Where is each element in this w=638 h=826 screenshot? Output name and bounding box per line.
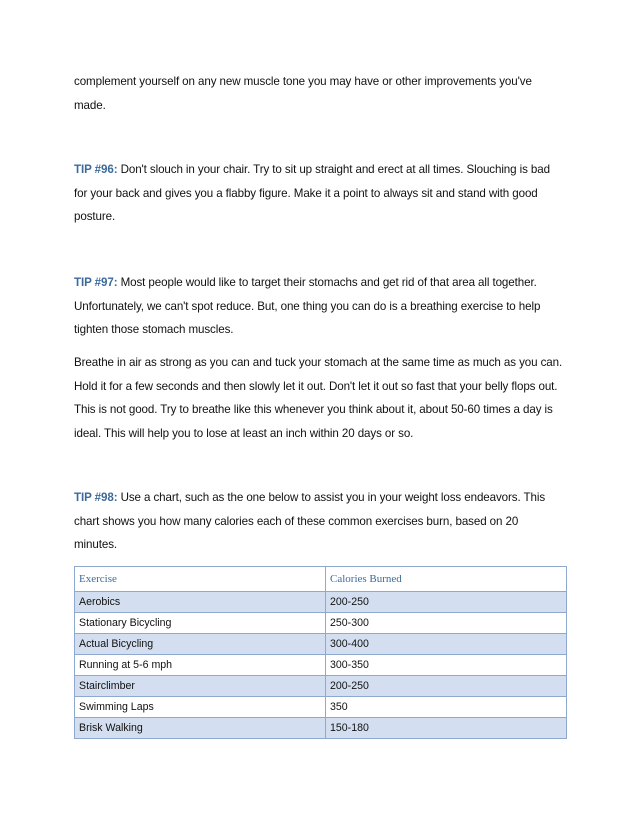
tip-97-label: TIP #97: <box>74 276 118 289</box>
table-cell-calories: 250-300 <box>326 613 567 634</box>
table-cell-calories: 300-350 <box>326 655 567 676</box>
tip-96-paragraph <box>74 158 564 229</box>
table-cell-calories: 350 <box>326 697 567 718</box>
tip-98-text: Use a chart, such as the one below to assist you in your weight loss endeavors. This chart shows you how many calories each of these common exercises burn, based on 20 minutes. <box>74 491 546 551</box>
table-header-row <box>75 567 567 592</box>
table-row <box>75 592 567 613</box>
table-cell-exercise: Brisk Walking <box>75 718 326 739</box>
table-row <box>75 718 567 739</box>
table-cell-calories: 200-250 <box>326 592 567 613</box>
table-cell-exercise: Swimming Laps <box>75 697 326 718</box>
tip-97-paragraph <box>74 271 564 342</box>
table-cell-exercise: Running at 5-6 mph <box>75 655 326 676</box>
tip-97-paragraph-2 <box>74 351 564 445</box>
table-header-exercise: Exercise <box>75 567 326 592</box>
table-row <box>75 613 567 634</box>
intro-continuation-paragraph <box>74 70 564 117</box>
tip-97-text-2: Breathe in air as strong as you can and tuck your stomach at the same time as much as you can. Hold it for a few seconds and then slowly let it out. Don't let it out so fast that your belly flops out. This is not good. Try to breathe like this whenever you think about it, about 50-60 times a day is ideal. This will help you to lose at least an inch within 20 days or so. <box>74 356 563 440</box>
intro-continuation-text: complement yourself on any new muscle tone you may have or other improvements you've made. <box>74 75 532 112</box>
table-header-calories: Calories Burned <box>326 567 567 592</box>
table-row <box>75 697 567 718</box>
tip-96-label: TIP #96: <box>74 163 118 176</box>
table-row <box>75 655 567 676</box>
table-cell-calories: 200-250 <box>326 676 567 697</box>
table-cell-calories: 150-180 <box>326 718 567 739</box>
table-cell-exercise: Stairclimber <box>75 676 326 697</box>
tip-98-paragraph <box>74 486 564 557</box>
table-row <box>75 634 567 655</box>
table-row <box>75 676 567 697</box>
tip-98-label: TIP #98: <box>74 491 118 504</box>
table-cell-exercise: Actual Bicycling <box>75 634 326 655</box>
table-cell-calories: 300-400 <box>326 634 567 655</box>
table-cell-exercise: Stationary Bicycling <box>75 613 326 634</box>
tip-96-text: Don't slouch in your chair. Try to sit up straight and erect at all times. Slouching is bad for your back and gives you a flabby figure. Make it a point to always sit and stand with good posture. <box>74 163 550 223</box>
calories-table <box>74 566 567 739</box>
table-cell-exercise: Aerobics <box>75 592 326 613</box>
tip-97-text: Most people would like to target their stomachs and get rid of that area all together. Unfortunately, we can't spot reduce. But, one thing you can do is a breathing exercise to help tighten those stomach muscles. <box>74 276 541 336</box>
